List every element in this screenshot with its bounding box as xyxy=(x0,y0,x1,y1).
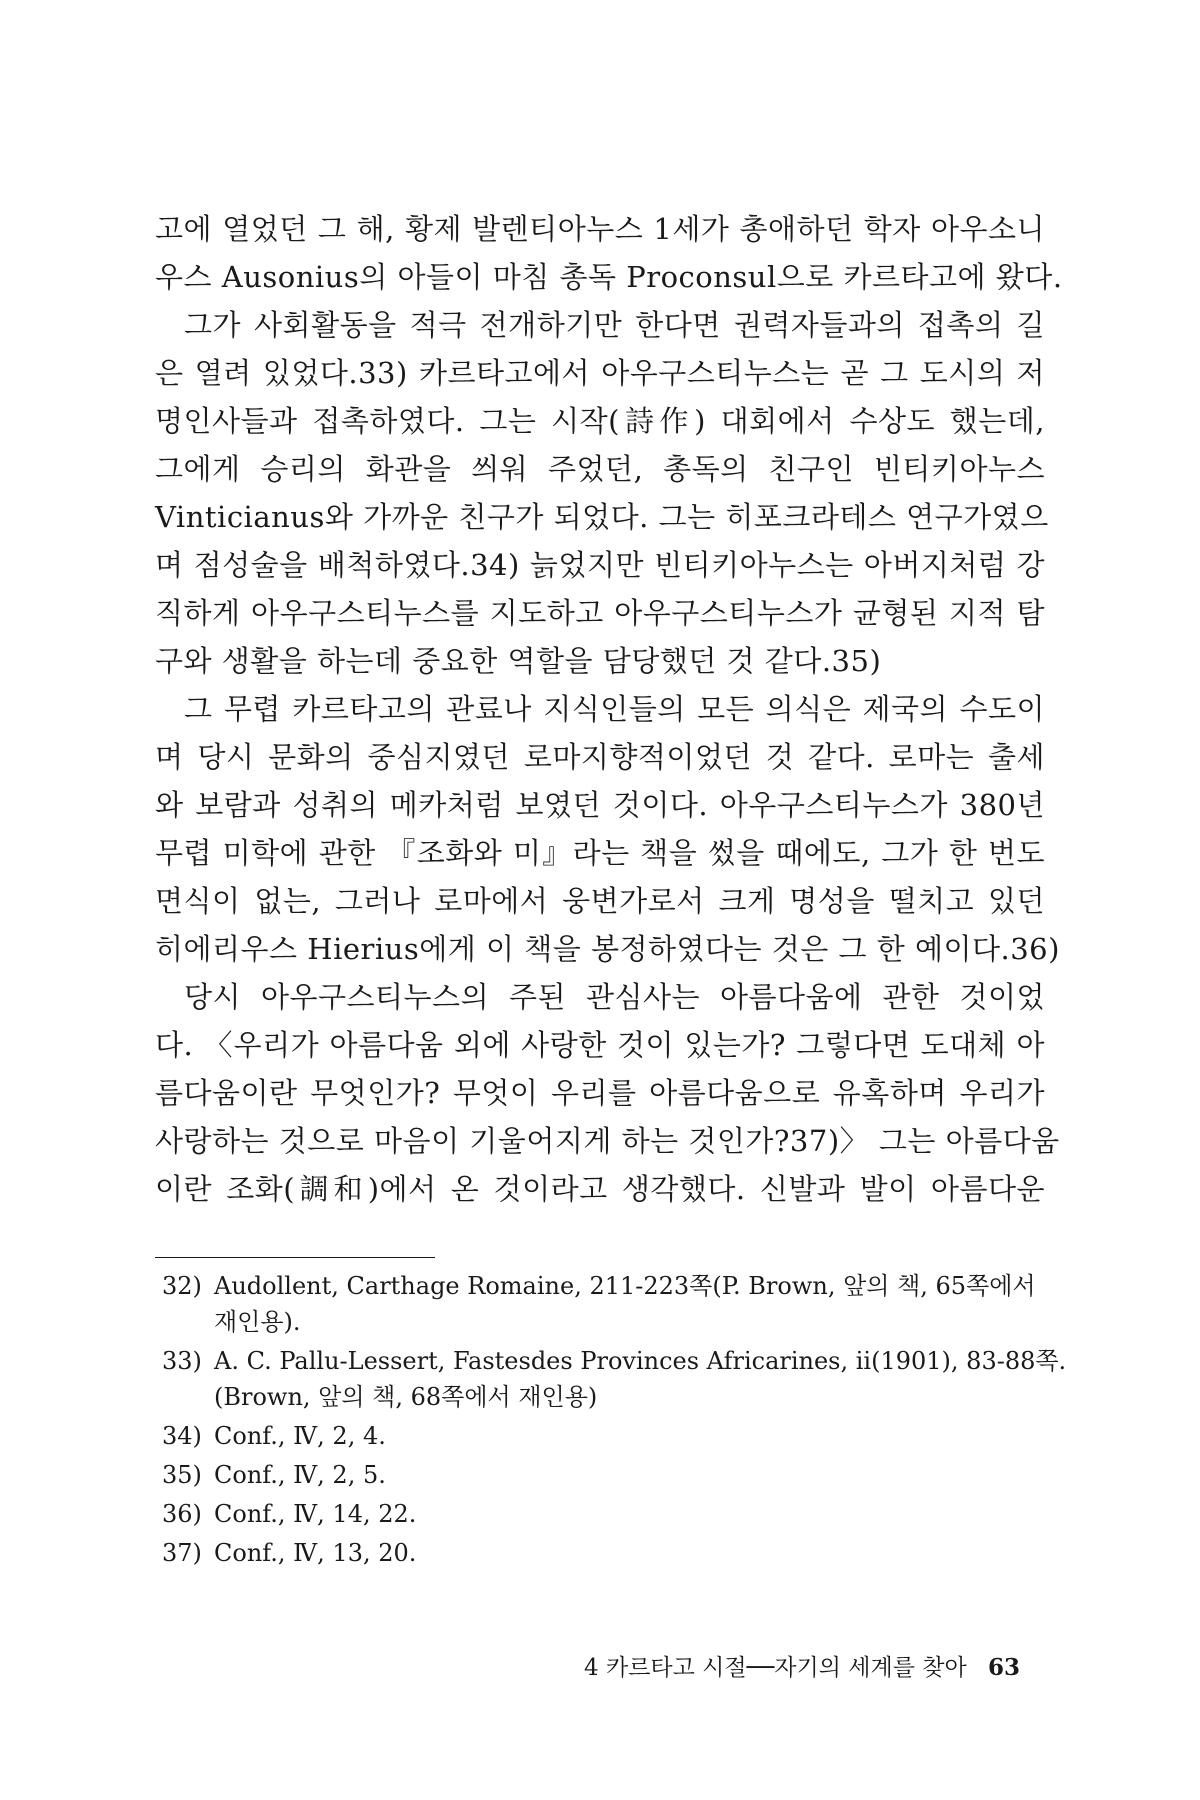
paragraph xyxy=(155,301,1049,685)
paragraph xyxy=(155,205,1063,301)
text-line: 당시 아우구스티누스의 주된 관심사는 아름다움에 관한 것이었 xyxy=(184,980,1045,1014)
text-line: 면식이 없는, 그러나 로마에서 웅변가로서 크게 명성을 떨치고 있던 xyxy=(155,884,1045,918)
footnote-line: Audollent, Carthage Romaine, 211-223쪽(P. Brown, 앞의 책, 65쪽에서 xyxy=(214,1272,1036,1300)
footnote-number: 32) xyxy=(162,1272,202,1300)
text-line: 무렵 미학에 관한 『조화와 미』라는 책을 썼을 때에도, 그가 한 번도 xyxy=(155,836,1045,870)
text-line: 은 열려 있었다.33) 카르타고에서 아우구스티누스는 곧 그 도시의 저 xyxy=(155,356,1045,390)
text-line: 직하게 아우구스티누스를 지도하고 아우구스티누스가 균형된 지적 탐 xyxy=(155,596,1045,630)
text-line: 우스 Ausonius의 아들이 마침 총독 Proconsul으로 카르타고에 왔다. xyxy=(155,260,1063,294)
body-text xyxy=(155,205,1063,1213)
paragraph xyxy=(155,973,1060,1213)
text-line: 와 보람과 성취의 메카처럼 보였던 것이다. 아우구스티누스가 380년 xyxy=(155,788,1045,822)
footnote-text xyxy=(214,1268,1047,1340)
footnote-line: (Brown, 앞의 책, 68쪽에서 재인용) xyxy=(214,1383,598,1411)
chapter-number: 4 xyxy=(584,1655,599,1681)
footnote xyxy=(162,1343,1067,1415)
text-line: 다. 〈우리가 아름다움 외에 사랑한 것이 있는가? 그렇다면 도대체 아 xyxy=(155,1028,1045,1062)
running-footer xyxy=(500,1652,1020,1684)
footnote-line: 재인용). xyxy=(214,1308,301,1336)
text-line: 그가 사회활동을 적극 전개하기만 한다면 권력자들과의 접촉의 길 xyxy=(184,308,1045,342)
footnote xyxy=(162,1268,1047,1340)
footnote-text xyxy=(214,1496,1047,1532)
text-line: 명인사들과 접촉하였다. 그는 시작(詩作) 대회에서 수상도 했는데, xyxy=(155,404,1045,438)
text-line: 고에 열었던 그 해, 황제 발렌티아누스 1세가 총애하던 학자 아우소니 xyxy=(155,212,1045,246)
footnote-text xyxy=(214,1418,1047,1454)
footnote-text xyxy=(214,1343,1066,1415)
text-line: 그 무렵 카르타고의 관료나 지식인들의 모든 의식은 제국의 수도이 xyxy=(184,692,1045,726)
footnote-text xyxy=(214,1535,1047,1571)
footnote-text xyxy=(214,1457,1047,1493)
text-line: 사랑하는 것으로 마음이 기울어지게 하는 것인가?37)〉 그는 아름다움 xyxy=(155,1124,1060,1158)
footnote-line: Conf., Ⅳ, 2, 5. xyxy=(214,1461,386,1489)
footnote-number: 35) xyxy=(162,1461,202,1489)
page-number: 63 xyxy=(987,1654,1020,1681)
footnote-number: 34) xyxy=(162,1422,202,1450)
footnote-line: Conf., Ⅳ, 14, 22. xyxy=(214,1500,417,1528)
paragraph xyxy=(155,685,1060,973)
footnote-number: 37) xyxy=(162,1539,202,1567)
footnote xyxy=(162,1418,1047,1454)
text-line: 며 점성술을 배척하였다.34) 늙었지만 빈티키아누스는 아버지처럼 강 xyxy=(155,548,1045,582)
footnote-line: A. C. Pallu-Lessert, Fastesdes Provinces Africarines, ii(1901), 83-88쪽. xyxy=(214,1347,1067,1375)
footnote-line: Conf., Ⅳ, 2, 4. xyxy=(214,1422,386,1450)
text-line: 구와 생활을 하는데 중요한 역할을 담당했던 것 같다.35) xyxy=(155,644,882,678)
text-line: 이란 조화(調和)에서 온 것이라고 생각했다. 신발과 발이 아름다운 xyxy=(155,1172,1045,1206)
chapter-title: 카르타고 시절──자기의 세계를 찾아 xyxy=(605,1655,967,1681)
text-line: 그에게 승리의 화관을 씌워 주었던, 총독의 친구인 빈티키아누스 xyxy=(155,452,1045,486)
text-line: 름다움이란 무엇인가? 무엇이 우리를 아름다움으로 유혹하며 우리가 xyxy=(155,1076,1045,1110)
text-line: 히에리우스 Hierius에게 이 책을 봉정하였다는 것은 그 한 예이다.36) xyxy=(155,932,1060,966)
footnote-line: Conf., Ⅳ, 13, 20. xyxy=(214,1539,417,1567)
footnotes xyxy=(162,1268,1067,1571)
footnote-divider xyxy=(155,1257,435,1258)
footnote xyxy=(162,1457,1047,1493)
text-line: Vinticianus와 가까운 친구가 되었다. 그는 히포크라테스 연구가였으 xyxy=(155,500,1049,534)
footnote-number: 33) xyxy=(162,1347,202,1375)
footnote xyxy=(162,1496,1047,1532)
footnote-number: 36) xyxy=(162,1500,202,1528)
text-line: 며 당시 문화의 중심지였던 로마지향적이었던 것 같다. 로마는 출세 xyxy=(155,740,1045,774)
footnote xyxy=(162,1535,1047,1571)
